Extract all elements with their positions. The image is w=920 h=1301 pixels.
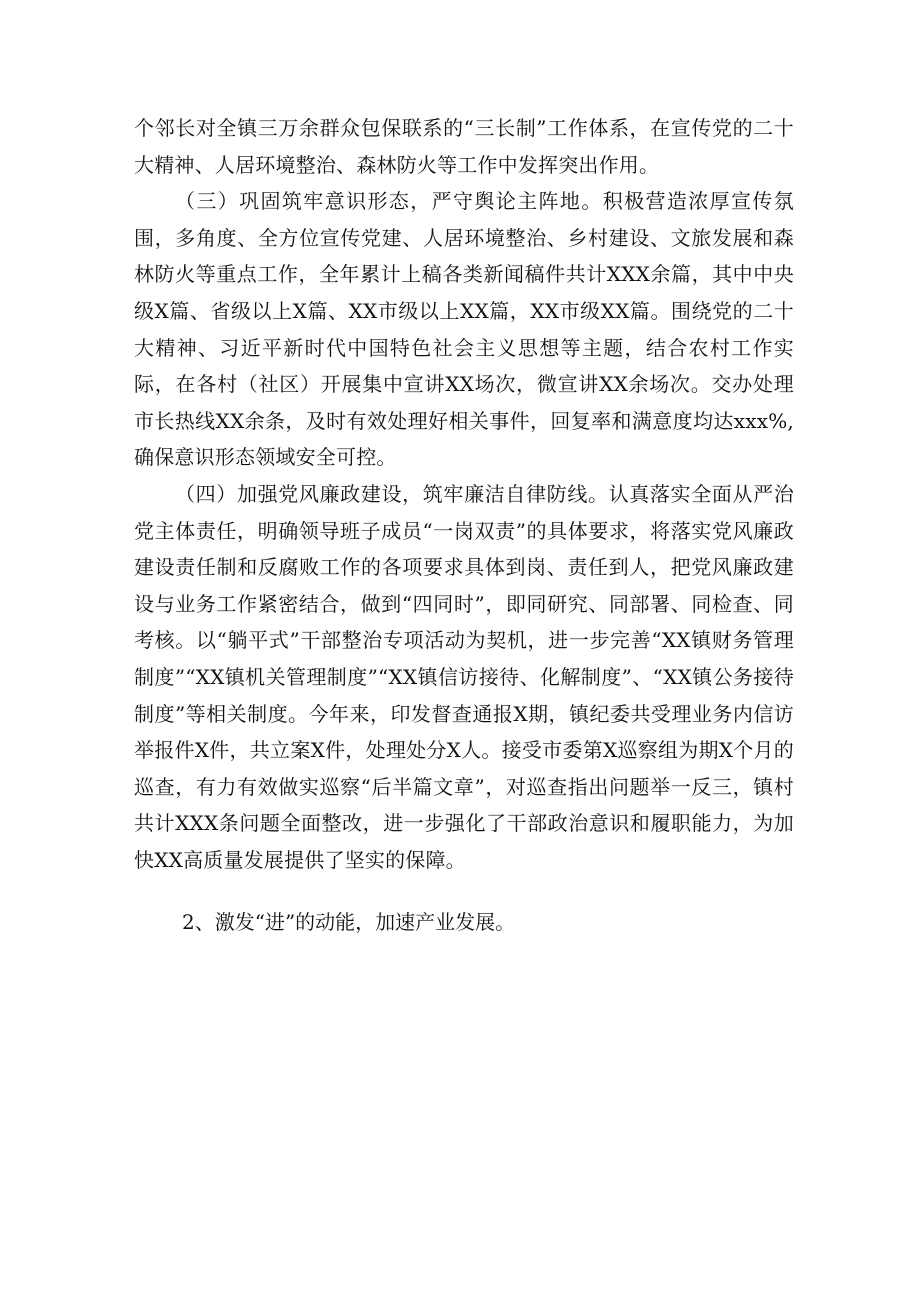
section-heading-2: 2、激发“进”的动能，加速产业发展。 [182,910,516,935]
document-page [134,110,794,941]
paragraph-section-4-integrity: （四）加强党风廉政建设，筑牢廉洁自律防线。认真落实全面从严治党主体责任，明确领导班子成员“一岗双责”的具体要求，将落实党风廉政建设责任制和反腐败工作的各项要求具体到岗、责任到人，把党风廉政建设与业务工作紧密结合，做到“四同时”，即同研究、同部署、同检查、同考核。以“躺平式”干部整治专项活动为契机，进一步完善“XX镇财务管理制度”“XX镇机关管理制度”“XX镇信访接待、化解制度”、“XX镇公务接待制度”等相关制度。今年来，印发督查通报X期，镇纪委共受理业务内信访举报件X件，共立案X件，处理处分X人。接受市委第X巡察组为期X个月的巡查，有力有效做实巡察“后半篇文章”，对巡查指出问题举一反三，镇村共计XXX条问题全面整改，进一步强化了干部政治意识和履职能力，为加快XX高质量发展提供了坚实的保障。 [134,481,794,872]
paragraph-intro: 个邻长对全镇三万余群众包保联系的“三长制”工作体系，在宣传党的二十大精神、人居环境整治、森林防火等工作中发挥突出作用。 [134,116,794,177]
paragraph-section-3-ideology: （三）巩固筑牢意识形态，严守舆论主阵地。积极营造浓厚宣传氛围，多角度、全方位宣传党建、人居环境整治、乡村建设、文旅发展和森林防火等重点工作，全年累计上稿各类新闻稿件共计XXX余篇，其中中央级X篇、省级以上X篇、XX市级以上XX篇，XX市级XX篇。围绕党的二十大精神、习近平新时代中国特色社会主义思想等主题，结合农村工作实际，在各村（社区）开展集中宣讲XX场次，微宣讲XX余场次。交办处理市长热线XX余条，及时有效处理好相关事件，回复率和满意度均达xxx%,确保意识形态领域安全可控。 [134,189,794,470]
